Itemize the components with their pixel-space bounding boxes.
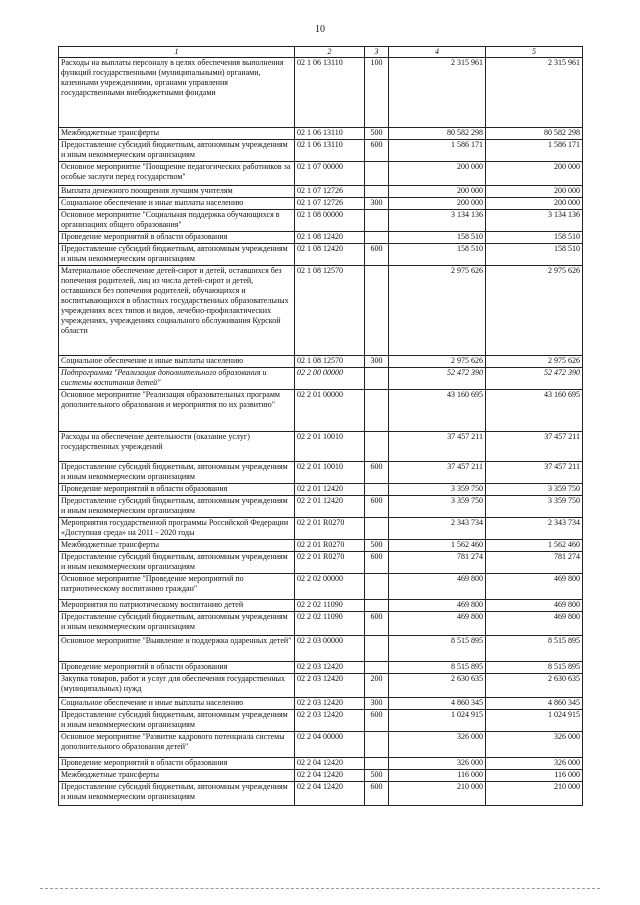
row-type: 300 bbox=[365, 356, 389, 368]
row-code: 02 2 01 00000 bbox=[295, 390, 365, 432]
row-code: 02 2 01 R0270 bbox=[295, 540, 365, 552]
row-value-4: 2 315 961 bbox=[389, 58, 486, 128]
row-code: 02 2 03 00000 bbox=[295, 636, 365, 662]
row-code: 02 1 08 12420 bbox=[295, 232, 365, 244]
row-name: Социальное обеспечение и иные выплаты населению bbox=[59, 356, 295, 368]
row-value-5: 1 586 171 bbox=[486, 140, 583, 162]
row-value-5: 2 343 734 bbox=[486, 518, 583, 540]
row-type bbox=[365, 210, 389, 232]
header-col-3: 3 bbox=[365, 47, 389, 58]
row-value-4: 469 800 bbox=[389, 574, 486, 600]
row-type: 600 bbox=[365, 140, 389, 162]
table-row bbox=[59, 732, 583, 758]
row-value-4: 3 359 750 bbox=[389, 484, 486, 496]
row-name: Социальное обеспечение и иные выплаты населению bbox=[59, 198, 295, 210]
row-code: 02 1 08 12570 bbox=[295, 356, 365, 368]
row-name: Предоставление субсидий бюджетным, автономным учреждениям и иным некоммерческим организациям bbox=[59, 244, 295, 266]
row-type: 600 bbox=[365, 612, 389, 636]
table-body bbox=[59, 58, 583, 806]
table-row bbox=[59, 636, 583, 662]
table-row bbox=[59, 244, 583, 266]
row-code: 02 2 03 12420 bbox=[295, 698, 365, 710]
row-value-5: 200 000 bbox=[486, 186, 583, 198]
row-name: Выплата денежного поощрения лучшим учителям bbox=[59, 186, 295, 198]
row-type bbox=[365, 186, 389, 198]
row-code: 02 1 08 12570 bbox=[295, 266, 365, 356]
row-value-5: 326 000 bbox=[486, 758, 583, 770]
row-type bbox=[365, 162, 389, 186]
row-value-4: 116 000 bbox=[389, 770, 486, 782]
row-type: 600 bbox=[365, 782, 389, 806]
row-name: Материальное обеспечение детей-сирот и детей, оставшихся без попечения родителей, лиц из числа детей-сирот и детей, оставшихся без попечения родителей, обучающихся и воспитывающихся в областных государственных образовательных учреждениях всех типов и видов, лечебно-профилактических учреждениях, учреждениях социального обслуживания Курской области bbox=[59, 266, 295, 356]
row-name: Основное мероприятие "Проведение мероприятий по патриотическому воспитанию граждан" bbox=[59, 574, 295, 600]
row-code: 02 2 01 R0270 bbox=[295, 552, 365, 574]
row-value-4: 469 800 bbox=[389, 612, 486, 636]
row-type: 600 bbox=[365, 710, 389, 732]
row-value-5: 469 800 bbox=[486, 612, 583, 636]
row-value-5: 80 582 298 bbox=[486, 128, 583, 140]
row-name: Основное мероприятие "Поощрение педагогических работников за особые заслуги перед государством" bbox=[59, 162, 295, 186]
row-value-5: 158 510 bbox=[486, 244, 583, 266]
row-type bbox=[365, 232, 389, 244]
row-name: Предоставление субсидий бюджетным, автономным учреждениям и иным некоммерческим организациям bbox=[59, 782, 295, 806]
table-row bbox=[59, 612, 583, 636]
table-header bbox=[59, 47, 583, 58]
row-value-5: 469 800 bbox=[486, 574, 583, 600]
row-value-4: 1 586 171 bbox=[389, 140, 486, 162]
row-code: 02 2 04 00000 bbox=[295, 732, 365, 758]
row-code: 02 2 04 12420 bbox=[295, 770, 365, 782]
table-row bbox=[59, 356, 583, 368]
row-value-4: 8 515 895 bbox=[389, 662, 486, 674]
row-value-5: 1 024 915 bbox=[486, 710, 583, 732]
header-col-5: 5 bbox=[486, 47, 583, 58]
row-code: 02 1 07 12726 bbox=[295, 186, 365, 198]
row-code: 02 2 00 00000 bbox=[295, 368, 365, 390]
table-row bbox=[59, 540, 583, 552]
row-name: Предоставление субсидий бюджетным, автономным учреждениям и иным некоммерческим организациям bbox=[59, 612, 295, 636]
row-value-4: 469 800 bbox=[389, 600, 486, 612]
row-name: Предоставление субсидий бюджетным, автономным учреждениям и иным некоммерческим организациям bbox=[59, 462, 295, 484]
row-type: 600 bbox=[365, 552, 389, 574]
row-type: 100 bbox=[365, 58, 389, 128]
row-value-5: 116 000 bbox=[486, 770, 583, 782]
row-value-5: 8 515 895 bbox=[486, 662, 583, 674]
table-row bbox=[59, 496, 583, 518]
header-col-1: 1 bbox=[59, 47, 295, 58]
row-value-5: 3 359 750 bbox=[486, 496, 583, 518]
row-value-4: 1 024 915 bbox=[389, 710, 486, 732]
table-row bbox=[59, 186, 583, 198]
row-value-4: 2 630 635 bbox=[389, 674, 486, 698]
row-code: 02 2 03 12420 bbox=[295, 674, 365, 698]
row-value-5: 3 134 136 bbox=[486, 210, 583, 232]
row-code: 02 2 04 12420 bbox=[295, 782, 365, 806]
row-type: 500 bbox=[365, 128, 389, 140]
table-row bbox=[59, 58, 583, 128]
row-value-4: 80 582 298 bbox=[389, 128, 486, 140]
row-code: 02 2 01 10010 bbox=[295, 462, 365, 484]
row-code: 02 2 01 R0270 bbox=[295, 518, 365, 540]
row-value-5: 200 000 bbox=[486, 198, 583, 210]
row-value-4: 2 975 626 bbox=[389, 266, 486, 356]
table-row bbox=[59, 462, 583, 484]
header-row bbox=[59, 47, 583, 58]
row-code: 02 1 08 00000 bbox=[295, 210, 365, 232]
row-name: Социальное обеспечение и иные выплаты населению bbox=[59, 698, 295, 710]
row-value-4: 210 000 bbox=[389, 782, 486, 806]
table-row bbox=[59, 266, 583, 356]
row-code: 02 2 02 00000 bbox=[295, 574, 365, 600]
row-value-4: 4 860 345 bbox=[389, 698, 486, 710]
row-value-5: 8 515 895 bbox=[486, 636, 583, 662]
page-number: 10 bbox=[315, 24, 325, 35]
row-value-5: 781 274 bbox=[486, 552, 583, 574]
row-type bbox=[365, 432, 389, 462]
table-row bbox=[59, 210, 583, 232]
row-type bbox=[365, 732, 389, 758]
row-type: 300 bbox=[365, 698, 389, 710]
table-row bbox=[59, 484, 583, 496]
row-name: Проведение мероприятий в области образования bbox=[59, 232, 295, 244]
table-row bbox=[59, 128, 583, 140]
row-value-5: 43 160 695 bbox=[486, 390, 583, 432]
row-type: 500 bbox=[365, 540, 389, 552]
row-value-4: 200 000 bbox=[389, 198, 486, 210]
row-name: Межбюджетные трансферты bbox=[59, 770, 295, 782]
row-value-5: 210 000 bbox=[486, 782, 583, 806]
row-name: Предоставление субсидий бюджетным, автономным учреждениям и иным некоммерческим организациям bbox=[59, 710, 295, 732]
row-value-5: 1 562 460 bbox=[486, 540, 583, 552]
row-value-4: 200 000 bbox=[389, 186, 486, 198]
row-name: Проведение мероприятий в области образования bbox=[59, 758, 295, 770]
row-type bbox=[365, 574, 389, 600]
row-name: Закупка товаров, работ и услуг для обеспечения государственных (муниципальных) нужд bbox=[59, 674, 295, 698]
row-value-5: 2 975 626 bbox=[486, 266, 583, 356]
table-row bbox=[59, 770, 583, 782]
row-code: 02 2 01 12420 bbox=[295, 496, 365, 518]
row-code: 02 1 07 12726 bbox=[295, 198, 365, 210]
row-code: 02 1 06 13110 bbox=[295, 140, 365, 162]
row-value-5: 326 000 bbox=[486, 732, 583, 758]
table-row bbox=[59, 710, 583, 732]
row-type bbox=[365, 484, 389, 496]
row-name: Межбюджетные трансферты bbox=[59, 128, 295, 140]
row-name: Расходы на обеспечение деятельности (оказание услуг) государственных учреждений bbox=[59, 432, 295, 462]
row-type bbox=[365, 368, 389, 390]
table-row bbox=[59, 232, 583, 244]
row-value-5: 2 315 961 bbox=[486, 58, 583, 128]
row-type: 500 bbox=[365, 770, 389, 782]
row-value-4: 326 000 bbox=[389, 758, 486, 770]
table-row bbox=[59, 162, 583, 186]
row-name: Проведение мероприятий в области образования bbox=[59, 484, 295, 496]
header-col-4: 4 bbox=[389, 47, 486, 58]
row-name: Мероприятия государственной программы Российской Федерации «Доступная среда» на 2011 - 2020 годы bbox=[59, 518, 295, 540]
row-code: 02 2 04 12420 bbox=[295, 758, 365, 770]
row-value-4: 52 472 390 bbox=[389, 368, 486, 390]
table-row bbox=[59, 698, 583, 710]
table-row bbox=[59, 198, 583, 210]
table-row bbox=[59, 600, 583, 612]
table-row bbox=[59, 390, 583, 432]
row-type bbox=[365, 266, 389, 356]
row-value-4: 2 975 626 bbox=[389, 356, 486, 368]
row-code: 02 1 08 12420 bbox=[295, 244, 365, 266]
row-value-5: 2 630 635 bbox=[486, 674, 583, 698]
row-code: 02 2 02 11090 bbox=[295, 612, 365, 636]
row-value-4: 37 457 211 bbox=[389, 462, 486, 484]
budget-table bbox=[58, 46, 583, 806]
row-value-5: 37 457 211 bbox=[486, 462, 583, 484]
row-value-4: 781 274 bbox=[389, 552, 486, 574]
row-value-4: 37 457 211 bbox=[389, 432, 486, 462]
table-row bbox=[59, 662, 583, 674]
table-row bbox=[59, 432, 583, 462]
row-code: 02 2 02 11090 bbox=[295, 600, 365, 612]
row-value-4: 1 562 460 bbox=[389, 540, 486, 552]
table-row bbox=[59, 758, 583, 770]
row-value-5: 4 860 345 bbox=[486, 698, 583, 710]
row-type bbox=[365, 662, 389, 674]
row-name: Основное мероприятие "Социальная поддержка обучающихся в организациях общего образования" bbox=[59, 210, 295, 232]
row-type: 300 bbox=[365, 198, 389, 210]
row-name: Проведение мероприятий в области образования bbox=[59, 662, 295, 674]
table-row bbox=[59, 368, 583, 390]
row-code: 02 1 06 13110 bbox=[295, 128, 365, 140]
row-value-4: 43 160 695 bbox=[389, 390, 486, 432]
row-value-5: 52 472 390 bbox=[486, 368, 583, 390]
header-col-2: 2 bbox=[295, 47, 365, 58]
row-name: Основное мероприятие "Развитие кадрового потенциала системы дополнительного образования детей" bbox=[59, 732, 295, 758]
row-value-5: 3 359 750 bbox=[486, 484, 583, 496]
table-row bbox=[59, 574, 583, 600]
row-type: 600 bbox=[365, 462, 389, 484]
row-value-4: 3 359 750 bbox=[389, 496, 486, 518]
row-value-5: 158 510 bbox=[486, 232, 583, 244]
row-type bbox=[365, 518, 389, 540]
row-name: Основное мероприятие "Реализация образовательных программ дополнительного образования и мероприятия по их развитию" bbox=[59, 390, 295, 432]
row-value-4: 3 134 136 bbox=[389, 210, 486, 232]
footer-divider bbox=[40, 888, 600, 889]
row-type bbox=[365, 636, 389, 662]
row-name: Предоставление субсидий бюджетным, автономным учреждениям и иным некоммерческим организациям bbox=[59, 552, 295, 574]
row-type: 600 bbox=[365, 496, 389, 518]
row-type: 600 bbox=[365, 244, 389, 266]
row-code: 02 1 06 13110 bbox=[295, 58, 365, 128]
row-name: Межбюджетные трансферты bbox=[59, 540, 295, 552]
table-row bbox=[59, 552, 583, 574]
row-value-4: 8 515 895 bbox=[389, 636, 486, 662]
row-value-5: 200 000 bbox=[486, 162, 583, 186]
row-value-4: 326 000 bbox=[389, 732, 486, 758]
row-type bbox=[365, 600, 389, 612]
row-code: 02 2 03 12420 bbox=[295, 662, 365, 674]
table-row bbox=[59, 782, 583, 806]
table-row bbox=[59, 518, 583, 540]
row-code: 02 2 03 12420 bbox=[295, 710, 365, 732]
row-value-5: 469 800 bbox=[486, 600, 583, 612]
row-name: Основное мероприятие "Выявление и поддержка одаренных детей" bbox=[59, 636, 295, 662]
row-type: 200 bbox=[365, 674, 389, 698]
table-row bbox=[59, 140, 583, 162]
row-code: 02 1 07 00000 bbox=[295, 162, 365, 186]
row-name: Подпрограмма "Реализация дополнительного образования и системы воспитания детей" bbox=[59, 368, 295, 390]
row-value-5: 2 975 626 bbox=[486, 356, 583, 368]
row-value-5: 37 457 211 bbox=[486, 432, 583, 462]
row-name: Предоставление субсидий бюджетным, автономным учреждениям и иным некоммерческим организациям bbox=[59, 140, 295, 162]
table-row bbox=[59, 674, 583, 698]
row-value-4: 200 000 bbox=[389, 162, 486, 186]
row-value-4: 158 510 bbox=[389, 232, 486, 244]
row-name: Мероприятия по патриотическому воспитанию детей bbox=[59, 600, 295, 612]
row-code: 02 2 01 10010 bbox=[295, 432, 365, 462]
row-name: Предоставление субсидий бюджетным, автономным учреждениям и иным некоммерческим организациям bbox=[59, 496, 295, 518]
row-value-4: 2 343 734 bbox=[389, 518, 486, 540]
row-name: Расходы на выплаты персоналу в целях обеспечения выполнения функций государственными (муниципальными) органами, казенными учреждениями, органами управления государственными внебюджетными фондами bbox=[59, 58, 295, 128]
row-code: 02 2 01 12420 bbox=[295, 484, 365, 496]
row-type bbox=[365, 390, 389, 432]
row-value-4: 158 510 bbox=[389, 244, 486, 266]
row-type bbox=[365, 758, 389, 770]
